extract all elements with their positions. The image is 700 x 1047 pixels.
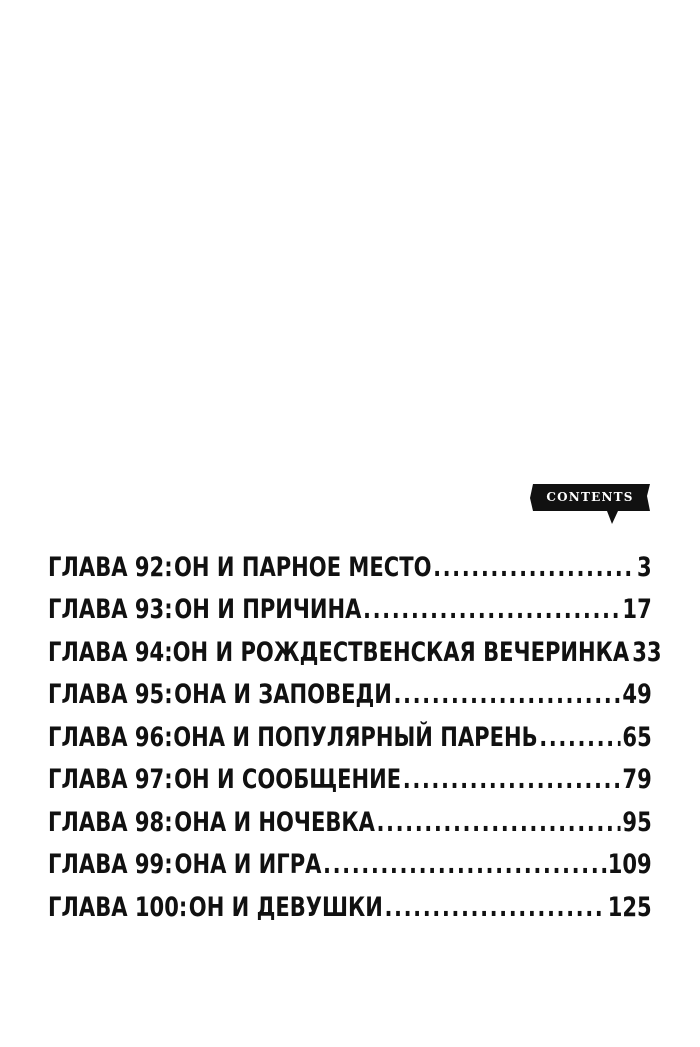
dot-leader <box>393 680 620 710</box>
chapter-number: ГЛАВА 96: <box>48 721 173 753</box>
toc-entry[interactable] <box>48 540 652 583</box>
chapter-number: ГЛАВА 100: <box>48 891 188 923</box>
page-number: 17 <box>622 594 652 625</box>
chapter-number: ГЛАВА 97: <box>48 764 173 795</box>
table-of-contents <box>48 540 662 923</box>
dot-leader <box>384 893 606 923</box>
chapter-number: ГЛАВА 98: <box>48 806 173 838</box>
dot-leader <box>323 850 606 880</box>
toc-entry[interactable] <box>48 880 652 923</box>
toc-entry[interactable] <box>48 795 652 838</box>
chapter-title: ОНА И ПОПУЛЯРНЫЙ ПАРЕНЬ <box>173 721 538 753</box>
page-number: 3 <box>637 551 652 583</box>
toc-entry[interactable] <box>48 838 652 881</box>
toc-entry[interactable] <box>48 625 662 668</box>
page-number: 33 <box>632 636 662 668</box>
page-number: 125 <box>607 891 652 923</box>
chapter-number: ГЛАВА 93: <box>48 594 173 625</box>
toc-entry[interactable] <box>48 668 652 711</box>
dot-leader <box>539 723 621 753</box>
page-number: 95 <box>622 806 652 838</box>
chapter-number: ГЛАВА 92: <box>48 551 173 583</box>
chapter-title: ОН И СООБЩЕНИЕ <box>174 764 402 795</box>
dot-leader <box>433 553 635 583</box>
contents-label: CONTENTS <box>546 490 634 504</box>
toc-entry[interactable] <box>48 583 652 626</box>
chapter-number: ГЛАВА 94: <box>48 636 173 668</box>
toc-entry[interactable] <box>48 710 652 753</box>
chapter-title: ОНА И ИГРА <box>174 849 322 880</box>
chapter-number: ГЛАВА 99: <box>48 849 173 880</box>
page-number: 65 <box>622 721 652 753</box>
contents-badge <box>530 481 653 528</box>
chapter-title: ОНА И ЗАПОВЕДИ <box>174 679 392 710</box>
chapter-title: ОН И ПАРНОЕ МЕСТО <box>174 551 432 583</box>
chapter-title: ОН И ПРИЧИНА <box>174 594 362 625</box>
chapter-title: ОНА И НОЧЕВКА <box>174 806 375 838</box>
page-number: 109 <box>607 849 652 880</box>
dot-leader <box>403 765 621 795</box>
toc-entry[interactable] <box>48 753 652 796</box>
page-number: 49 <box>622 679 652 710</box>
chapter-title: ОН И ДЕВУШКИ <box>188 891 383 923</box>
page-number: 79 <box>622 764 652 795</box>
chapter-title: ОН И РОЖДЕСТВЕНСКАЯ ВЕЧЕРИНКА <box>172 636 630 668</box>
chapter-number: ГЛАВА 95: <box>48 679 173 710</box>
dot-leader <box>363 595 621 625</box>
dot-leader <box>376 808 620 838</box>
